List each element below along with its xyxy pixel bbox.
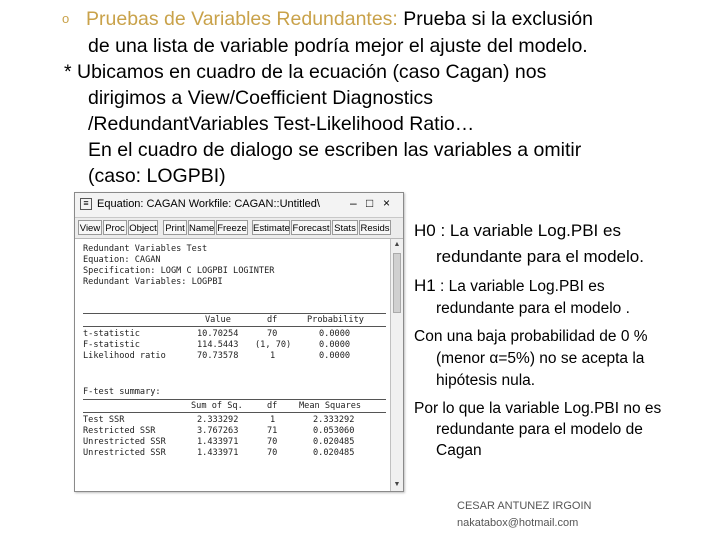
- conclusion-2-line-2: redundante para el modelo de: [436, 421, 643, 438]
- table2-row-label: Unrestricted SSR: [83, 448, 166, 458]
- output-specification: Specification: LOGM C LOGPBI LOGINTER: [83, 266, 275, 276]
- intro-line-1: [86, 7, 593, 31]
- resids-button[interactable]: Resids: [359, 220, 391, 235]
- print-button[interactable]: Print: [163, 220, 187, 235]
- table1-header-df: df: [267, 315, 278, 325]
- table2-row-sumsq: 1.433971: [197, 437, 239, 447]
- estimate-button[interactable]: Estimate: [252, 220, 290, 235]
- table1-header-probability: Probability: [307, 315, 364, 325]
- window-title: Equation: CAGAN Workfile: CAGAN::Untitled\: [97, 198, 320, 210]
- table2-header-meansq: Mean Squares: [299, 401, 362, 411]
- test-output: [75, 239, 390, 491]
- table2-row-meansq: 0.020485: [313, 448, 355, 458]
- output-title: Redundant Variables Test: [83, 244, 208, 254]
- h0-line-2: redundante para el modelo.: [436, 247, 644, 266]
- author-name: CESAR ANTUNEZ IRGOIN: [457, 500, 592, 512]
- table2-row-meansq: 2.333292: [313, 415, 355, 425]
- table1-row-label: t-statistic: [83, 329, 140, 339]
- table1-row-df: 1: [270, 351, 276, 361]
- close-button[interactable]: ×: [383, 196, 391, 210]
- table1-row-df: 70: [267, 329, 278, 339]
- conclusion-1-line-3: hipótesis nula.: [436, 372, 536, 389]
- table2-header-sumsq: Sum of Sq.: [191, 401, 243, 411]
- stats-button[interactable]: Stats: [332, 220, 358, 235]
- window-titlebar[interactable]: [75, 193, 403, 218]
- table2-row-meansq: 0.020485: [313, 437, 355, 447]
- table1-header-rule: [83, 326, 386, 327]
- table1-row-label: F-statistic: [83, 340, 140, 350]
- proc-button[interactable]: Proc: [103, 220, 127, 235]
- bullet-circle-icon: o: [62, 11, 70, 26]
- forecast-button[interactable]: Forecast: [291, 220, 331, 235]
- h1-line-2: redundante para el modelo .: [436, 300, 630, 317]
- table1-header-value: Value: [205, 315, 231, 325]
- instruction-line-1: * Ubicamos en cuadro de la ecuación (caso Cagan) nos: [64, 61, 547, 83]
- instruction-line-4: En el cuadro de dialogo se escriben las variables a omitir: [88, 139, 582, 161]
- conclusion-1-line-1: Con una baja probabilidad de 0 %: [414, 328, 648, 345]
- maximize-button[interactable]: □: [366, 196, 374, 210]
- table2-header-rule: [83, 412, 386, 413]
- table1-row-df: (1, 70): [255, 340, 292, 350]
- table2-row-label: Restricted SSR: [83, 426, 156, 436]
- h0-label: H0: [414, 221, 436, 240]
- table2-row-label: Test SSR: [83, 415, 125, 425]
- conclusion-2-line-3: Cagan: [436, 442, 482, 459]
- table2-row-sumsq: 1.433971: [197, 448, 239, 458]
- h0-statement: : La variable Log.PBI es: [435, 221, 621, 240]
- object-button[interactable]: Object: [128, 220, 158, 235]
- instruction-line-5: (caso: LOGPBI): [88, 165, 226, 187]
- table2-row-sumsq: 2.333292: [197, 415, 239, 425]
- table2-header-df: df: [267, 401, 278, 411]
- table1-top-rule: [83, 313, 386, 314]
- table1-row-prob: 0.0000: [319, 340, 351, 350]
- h0-line-1: [414, 220, 621, 241]
- equation-icon: ≡: [80, 198, 92, 210]
- table2-row-df: 71: [267, 426, 278, 436]
- h1-line-1: [414, 275, 605, 297]
- h1-statement: : La variable Log.PBI es: [435, 278, 605, 295]
- instruction-line-2: dirigimos a View/Coefficient Diagnostics: [88, 87, 434, 109]
- minimize-button[interactable]: ‒: [350, 196, 357, 210]
- conclusion-1-line-2: (menor α=5%) no se acepta la: [436, 350, 645, 367]
- table2-row-label: Unrestricted SSR: [83, 437, 166, 447]
- conclusion-2-line-1: Por lo que la variable Log.PBI no es: [414, 400, 662, 417]
- output-redundant-vars: Redundant Variables: LOGPBI: [83, 277, 223, 287]
- freeze-button[interactable]: Freeze: [216, 220, 248, 235]
- scroll-thumb[interactable]: [393, 253, 401, 313]
- table1-row-value: 10.70254: [197, 329, 239, 339]
- table1-row-value: 114.5443: [197, 340, 239, 350]
- ftest-summary-label: F-test summary:: [83, 387, 161, 397]
- equation-window: [74, 192, 404, 492]
- view-button[interactable]: View: [78, 220, 102, 235]
- output-equation: Equation: CAGAN: [83, 255, 161, 265]
- table1-row-label: Likelihood ratio: [83, 351, 166, 361]
- h1-label: H1: [414, 276, 436, 295]
- table1-row-prob: 0.0000: [319, 351, 351, 361]
- name-button[interactable]: Name: [188, 220, 215, 235]
- intro-line-1-rest: Prueba si la exclusión: [397, 8, 593, 30]
- table2-row-meansq: 0.053060: [313, 426, 355, 436]
- intro-line-2: de una lista de variable podría mejor el ajuste del modelo.: [88, 35, 588, 57]
- table2-row-df: 1: [270, 415, 276, 425]
- vertical-scrollbar[interactable]: [390, 239, 403, 491]
- window-toolbar: [75, 218, 403, 239]
- table1-row-prob: 0.0000: [319, 329, 351, 339]
- scroll-down-icon[interactable]: ▼: [393, 481, 401, 488]
- table2-top-rule: [83, 399, 386, 400]
- instruction-line-3: /RedundantVariables Test-Likelihood Ratio…: [88, 113, 475, 135]
- intro-heading: Pruebas de Variables Redundantes:: [86, 8, 398, 30]
- table2-row-df: 70: [267, 437, 278, 447]
- table2-row-sumsq: 3.767263: [197, 426, 239, 436]
- scroll-up-icon[interactable]: ▲: [393, 241, 401, 248]
- table2-row-df: 70: [267, 448, 278, 458]
- author-email: nakatabox@hotmail.com: [457, 517, 579, 529]
- table1-row-value: 70.73578: [197, 351, 239, 361]
